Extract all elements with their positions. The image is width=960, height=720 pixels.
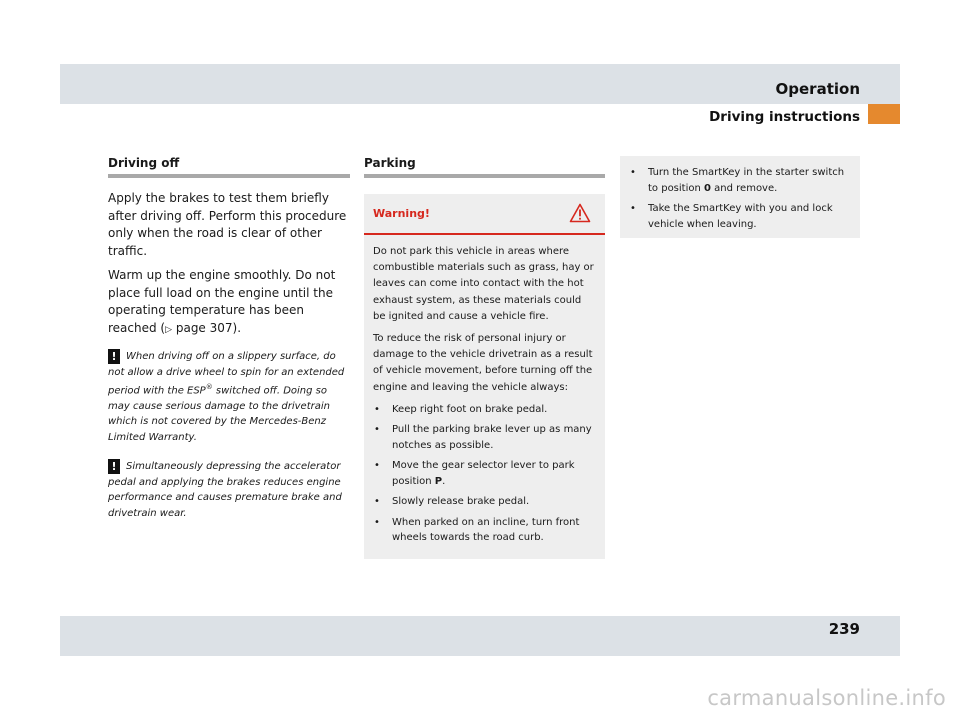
bullet-icon: • (630, 167, 636, 178)
list-item-text: Slowly release brake pedal. (392, 496, 530, 508)
warning-body (364, 235, 605, 546)
driving-off-column (108, 156, 350, 535)
list-item-text: When parked on an incline, turn front wheels towards the road curb. (392, 516, 580, 544)
page-number: 239 (828, 620, 860, 638)
park-position-label: P (434, 475, 443, 487)
list-item-text-end: and remove. (710, 182, 778, 194)
heading-rule (364, 174, 605, 178)
list-item (373, 422, 596, 453)
list-item-text: Turn the SmartKey in the starter switch to position (648, 167, 845, 194)
driving-off-paragraph-2 (108, 267, 350, 339)
switch-position-label: 0 (704, 182, 711, 194)
driving-off-paragraph-1: Apply the brakes to test them briefly after driving off. Perform this procedure only when the road is clear of other traffic. (108, 191, 347, 258)
list-item (373, 515, 596, 546)
list-item-text: Keep right foot on brake pedal. (392, 403, 548, 415)
notice-1-text-end: switched off. Doing so may cause serious damage to the drivetrain which is not covered by the Mercedes-Benz Limited Warranty. (108, 385, 330, 443)
list-item (373, 458, 596, 489)
list-item (629, 165, 850, 196)
bullet-icon: • (374, 403, 380, 415)
warning-text-2: To reduce the risk of personal injury or damage to the vehicle drivetrain as a result of vehicle movement, before turning off the engine and leaving the vehicle always: (373, 333, 593, 393)
notice-2-text: Simultaneously depressing the accelerator pedal and applying the brakes reduces engine performance and causes premature brake and drivetrain wear. (108, 461, 342, 519)
exclamation-icon: ! (108, 349, 120, 364)
registered-mark: ® (205, 383, 213, 391)
list-item-text: Pull the parking brake lever up as many notches as possible. (392, 424, 592, 451)
list-item (373, 402, 596, 418)
bullet-icon: • (374, 424, 380, 436)
heading-rule (108, 174, 350, 178)
list-item (629, 201, 850, 232)
warning-header (364, 194, 605, 235)
notice-1-text: When driving off on a slippery surface, do not allow a drive wheel to spin for an extended period with the ESP (108, 351, 345, 397)
page-reference-arrow-icon: ▷ (165, 324, 173, 335)
warning-triangle-icon (569, 203, 591, 227)
bullet-icon: • (630, 203, 636, 214)
parking-steps-list (373, 402, 596, 546)
bullet-icon: • (374, 496, 380, 508)
subsection-title: Driving instructions (709, 109, 860, 125)
footer-band (60, 616, 900, 656)
bullet-icon: • (374, 460, 380, 472)
list-item-text: Move the gear selector lever to park position (392, 460, 575, 487)
driving-off-heading: Driving off (108, 156, 180, 170)
notice-pedal-wear (108, 459, 350, 521)
warning-text-1: Do not park this vehicle in areas where combustible materials such as grass, hay or leaves can come into contact with the hot exhaust system, as these materials could be ignited and cause a vehicle fire. (373, 246, 594, 322)
watermark: carmanualsonline.info (707, 686, 946, 710)
header-band (60, 64, 900, 104)
notice-slippery-surface (108, 349, 350, 445)
smartkey-box (620, 156, 860, 238)
list-item (373, 494, 596, 510)
section-title: Operation (775, 80, 860, 98)
paragraph-2-text: Warm up the engine smoothly. Do not place full load on the engine until the operating temperature has been reached ( (108, 268, 336, 335)
parking-heading: Parking (364, 156, 416, 170)
smartkey-steps-list (629, 165, 850, 232)
parking-column (364, 156, 605, 559)
exclamation-icon: ! (108, 459, 120, 474)
warning-title: Warning! (373, 207, 430, 220)
chapter-tab-marker (868, 104, 900, 124)
list-item-text-end: . (442, 475, 446, 487)
warning-box (364, 194, 605, 559)
list-item-text: Take the SmartKey with you and lock vehicle when leaving. (648, 203, 833, 230)
bullet-icon: • (374, 516, 380, 528)
page-reference: page 307). (172, 320, 242, 335)
